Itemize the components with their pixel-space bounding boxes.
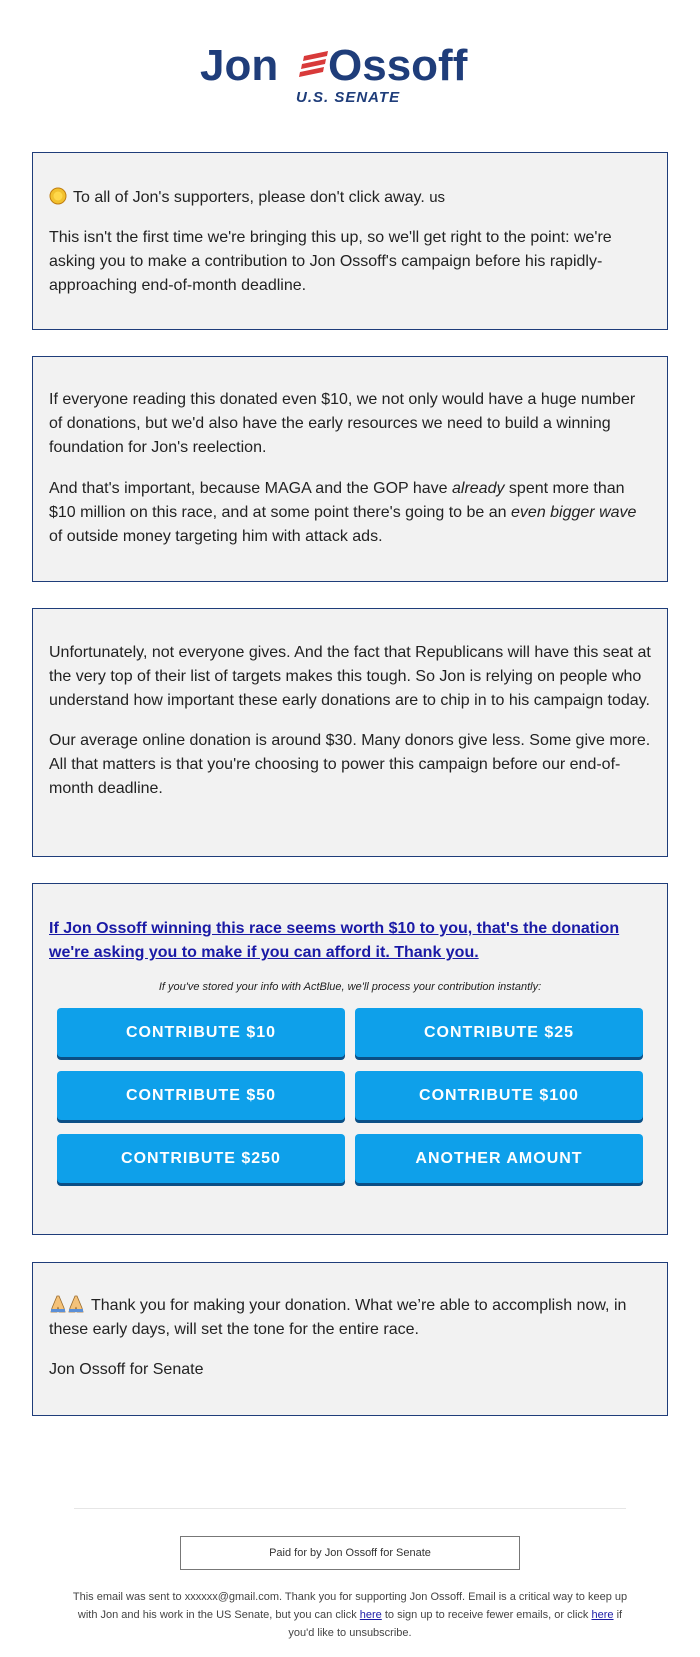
footer-fine-print: [70, 1588, 630, 1642]
signature: Jon Ossoff for Senate: [49, 1361, 204, 1378]
contribute-10-button[interactable]: CONTRIBUTE $10: [57, 1008, 345, 1057]
another-amount-button[interactable]: ANOTHER AMOUNT: [355, 1134, 643, 1183]
contribute-box: [32, 883, 668, 1235]
paid-for-disclaimer: Paid for by Jon Ossoff for Senate: [180, 1536, 520, 1570]
reason-emphasis-1: already: [452, 480, 505, 497]
footer-divider: [74, 1508, 626, 1509]
intro-text: To all of Jon's supporters, please don't click away.: [73, 189, 425, 206]
contribute-100-button[interactable]: CONTRIBUTE $100: [355, 1071, 643, 1120]
fine-text-a: This email was sent to xxxxxx@gmail.com. Thank you for supporting Jon Ossoff. Email is a critical way to keep up with Jon and his work in the US Senate, but you can click: [72, 1591, 628, 1621]
reason-text-b: spent more than $10 million on this race, and at some point there's going to be an: [49, 480, 625, 521]
logo-graphic: [200, 38, 500, 108]
appeal-box: [32, 608, 668, 857]
logo-name-left: Jon: [200, 41, 279, 90]
fine-text-b: to sign up to receive fewer emails, or click: [381, 1609, 592, 1621]
intro-box: [32, 152, 668, 330]
reason-emphasis-2: even bigger wave: [511, 504, 637, 521]
fewer-emails-link[interactable]: here: [359, 1609, 382, 1621]
reason-text-a: And that's important, because MAGA and the GOP have: [49, 480, 452, 497]
reason-text-c: of outside money targeting him with attack ads.: [49, 528, 383, 545]
fine-text-c: if you'd like to unsubscribe.: [288, 1609, 623, 1639]
flag-stripes-icon: [299, 51, 328, 77]
donation-reason-box: [32, 356, 668, 582]
donate-cta-link[interactable]: If Jon Ossoff winning this race seems worth $10 to you, that's the donation we're asking you to make if you can afford it. Thank you.: [49, 920, 620, 961]
reason-paragraph-2: [49, 477, 651, 549]
intro-body: This isn't the first time we're bringing this up, so we'll get right to the point: we're asking you to make a contribution to Jon Ossoff's campaign before his rapidly-approaching end-of-month deadline.: [49, 229, 612, 294]
reason-paragraph-1: If everyone reading this donated even $10, we not only would have a huge number of donations, but we'd also have the early resources we need to build a winning foundation for Jon's reelection.: [49, 391, 636, 456]
thank-you-box: [32, 1262, 668, 1416]
logo-subtitle: U.S. SENATE: [296, 89, 401, 106]
intro-line: [49, 186, 651, 210]
logo-name-right: Ossoff: [328, 41, 468, 90]
contribute-25-button[interactable]: CONTRIBUTE $25: [355, 1008, 643, 1057]
sun-icon: [49, 187, 67, 205]
praying-hands-icon: [49, 1295, 85, 1313]
campaign-logo: [0, 38, 700, 108]
contribute-50-button[interactable]: CONTRIBUTE $50: [57, 1071, 345, 1120]
thank-you-text: [49, 1294, 651, 1342]
thank-you-message: Thank you for making your donation. What we’re able to accomplish now, in these early days, will set the tone for the entire race.: [49, 1297, 627, 1338]
intro-tag: us: [429, 189, 446, 206]
appeal-paragraph-1: Unfortunately, not everyone gives. And the fact that Republicans will have this seat at the very top of their list of targets makes this tough. So Jon is relying on people who understand how important these early donations are to chip in to his campaign today.: [49, 644, 651, 709]
contribute-250-button[interactable]: CONTRIBUTE $250: [57, 1134, 345, 1183]
appeal-paragraph-2: Our average online donation is around $30. Many donors give less. Some give more. All that matters is that you're choosing to power this campaign before our end-of-month deadline.: [49, 732, 651, 797]
contribute-button-grid: [57, 1008, 643, 1183]
unsubscribe-link[interactable]: here: [591, 1609, 614, 1621]
actblue-note: If you've stored your info with ActBlue, we'll process your contribution instantly:: [158, 981, 542, 993]
